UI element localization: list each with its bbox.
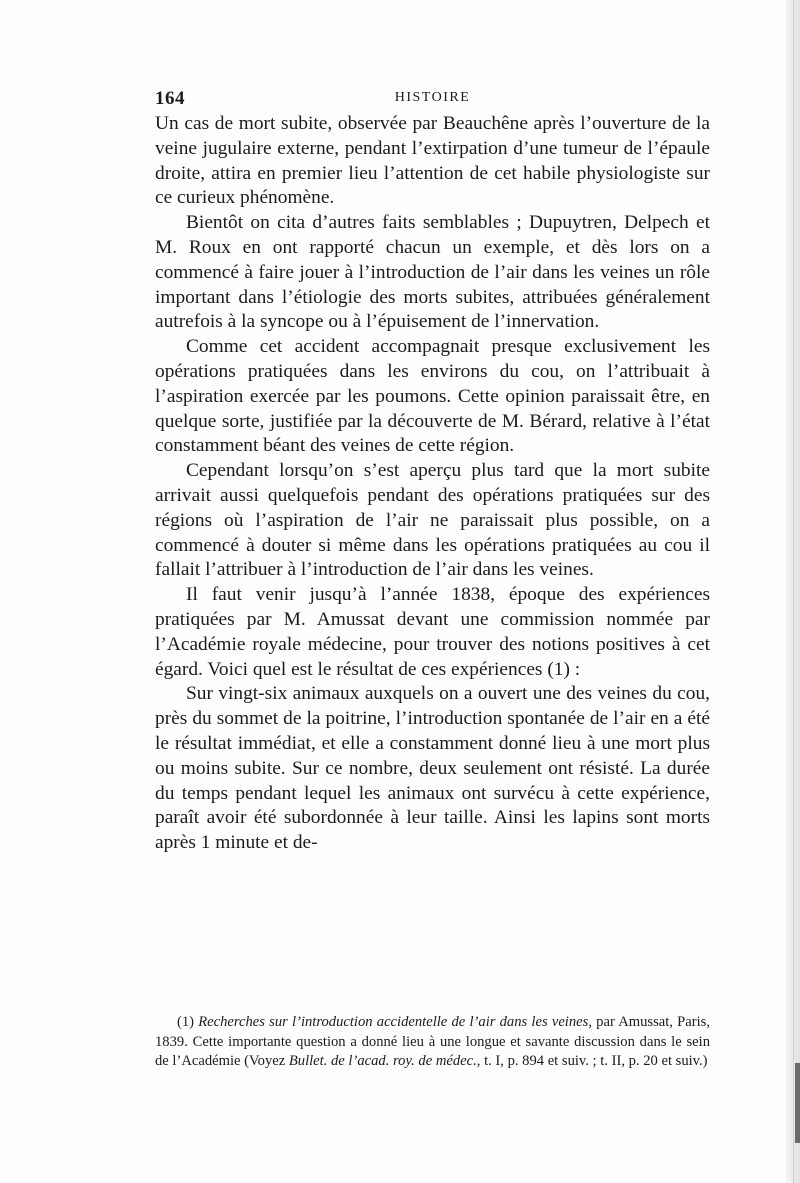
paragraph-5: Il faut venir jusqu’à l’année 1838, époque des expériences pratiquées par M. Amussat devant une commission nommée par l’Académie royale médecine, pour trouver des notions positives à cet égard. Voici quel est le résultat de ces expériences (1) : bbox=[155, 584, 710, 680]
footnote-text-1: , par Amussat, Paris, 1839. Cette importante question a donné lieu à une longue et savante discussion dans le sein de l’Académie (Voyez bbox=[155, 1014, 710, 1069]
page-header bbox=[155, 88, 710, 110]
footnote-title: Recherches sur l’introduction accidentelle de l’air dans les veines bbox=[198, 1014, 589, 1030]
paragraph-2: Bientôt on cita d’autres faits semblables ; Dupuytren, Delpech et M. Roux en ont rapporté chacun un exemple, et dès lors on a commencé à faire jouer à l’introduction de l’air dans les veines un rôle important dans l’étiologie des morts subites, attribuées généralement autrefois à la syncope ou à l’épuisement de l’innervation. bbox=[155, 212, 710, 333]
footnote-journal: Bullet. de l’acad. roy. de médec. bbox=[288, 1053, 477, 1069]
paragraph-1: Un cas de mort subite, observée par Beauchêne après l’ouverture de la veine jugulaire externe, pendant l’extirpation d’une tumeur de l’épaule droite, attira en premier lieu l’attention de cet habile physiologiste sur ce curieux phénomène. bbox=[155, 113, 710, 209]
paragraph-6: Sur vingt-six animaux auxquels on a ouvert une des veines du cou, près du sommet de la poitrine, l’introduction spontanée de l’air en a été le résultat immédiat, et elle a constamment donné lieu à une mort plus ou moins subite. Sur ce nombre, deux seulement ont résisté. La durée du temps pendant lequel les animaux ont survécu à cette expérience, paraît avoir été subordonnée à leur taille. Ainsi les lapins sont morts après 1 minute et de- bbox=[155, 683, 710, 854]
footnote bbox=[155, 1013, 710, 1072]
page-number: 164 bbox=[155, 88, 185, 109]
footnote-marker: (1) bbox=[177, 1014, 195, 1030]
footnote-text-2: , t. I, p. 894 et suiv. ; t. II, p. 20 et suiv.) bbox=[476, 1053, 708, 1069]
page-edge-line bbox=[793, 0, 794, 1183]
paragraph-4: Cependant lorsqu’on s’est aperçu plus tard que la mort subite arrivait aussi quelquefois pendant des opérations pratiquées sur des régions où l’aspiration de l’air ne paraissait plus possible, on a commencé à douter si même dans les opérations pratiquées au cou il fallait l’attribuer à l’introduction de l’air dans les veines. bbox=[155, 460, 710, 581]
running-title: HISTOIRE bbox=[394, 90, 471, 105]
paragraph-3: Comme cet accident accompagnait presque exclusivement les opérations pratiquées dans les environs du cou, on l’attribuait à l’aspiration exercée par les poumons. Cette opinion paraissait être, en quelque sorte, justifiée par la découverte de M. Bérard, relative à l’état constamment béant des veines de cette région. bbox=[155, 336, 710, 457]
body-text bbox=[155, 112, 710, 856]
page-edge-mark bbox=[795, 1063, 800, 1143]
